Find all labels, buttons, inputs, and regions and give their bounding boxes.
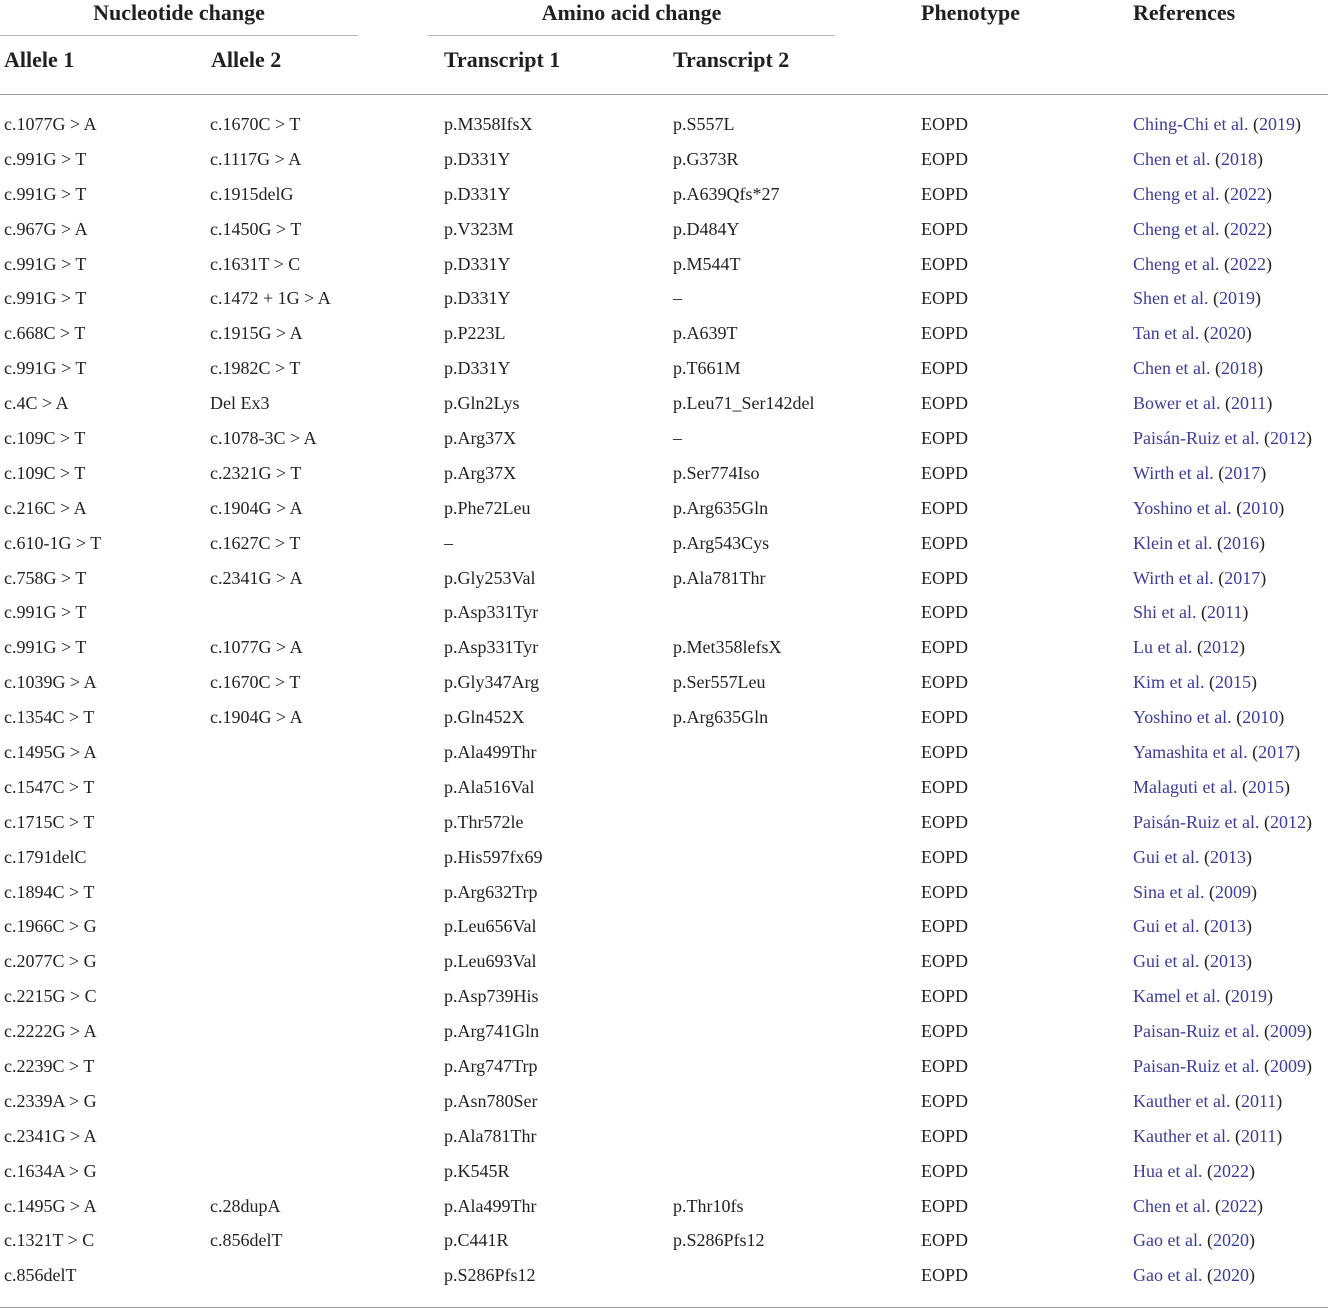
- reference-author-link[interactable]: Bower et al.: [1133, 393, 1221, 414]
- allele-2-cell: c.1078-3C > A: [210, 427, 317, 448]
- transcript-2-cell: p.Ser557Leu: [673, 672, 766, 693]
- reference-author-link[interactable]: Gao et al.: [1133, 1230, 1203, 1251]
- header-transcript-2: Transcript 2: [673, 47, 790, 72]
- phenotype-cell: EOPD: [921, 1125, 969, 1146]
- phenotype-cell: EOPD: [921, 776, 969, 797]
- reference-author-link[interactable]: Shi et al.: [1133, 602, 1197, 623]
- allele-2-cell: Del Ex3: [210, 393, 270, 414]
- phenotype-cell: EOPD: [921, 532, 969, 553]
- reference-cell: [1129, 950, 1330, 972]
- transcript-2-cell: –: [673, 288, 682, 309]
- phenotype-cell: EOPD: [921, 1090, 969, 1111]
- table-row: [0, 1014, 1330, 1049]
- table-row: [0, 804, 1330, 839]
- phenotype-cell: EOPD: [921, 1055, 969, 1076]
- transcript-1-cell: p.Gly347Arg: [444, 672, 540, 693]
- phenotype-cell: EOPD: [921, 148, 969, 169]
- allele-2-cell: c.1631T > C: [210, 253, 301, 274]
- table-row: [0, 141, 1330, 176]
- allele-1-cell: c.758G > T: [4, 567, 87, 588]
- table-row: [0, 176, 1330, 211]
- reference-author-link[interactable]: Cheng et al.: [1133, 218, 1220, 239]
- reference-year-link[interactable]: ( 2015 ): [1209, 672, 1257, 692]
- reference-author-link[interactable]: Ching-Chi et al.: [1133, 113, 1249, 134]
- transcript-1-cell: p.Asp331Tyr: [444, 602, 539, 623]
- reference-year-link[interactable]: ( 2022 ): [1224, 219, 1272, 239]
- transcript-1-cell: p.P223L: [444, 323, 506, 344]
- phenotype-cell: EOPD: [921, 1230, 969, 1251]
- table-row: [0, 316, 1330, 351]
- phenotype-cell: EOPD: [921, 113, 969, 134]
- allele-2-cell: c.856delT: [210, 1230, 283, 1251]
- reference-cell: [1129, 1090, 1330, 1112]
- phenotype-cell: EOPD: [921, 497, 969, 518]
- phenotype-cell: EOPD: [921, 881, 969, 902]
- table-row: [0, 735, 1330, 770]
- allele-2-cell: c.2321G > T: [210, 462, 302, 483]
- transcript-2-cell: p.D484Y: [673, 218, 740, 239]
- phenotype-cell: EOPD: [921, 323, 969, 344]
- allele-2-cell: c.1915delG: [210, 183, 294, 204]
- reference-author-link[interactable]: Wirth et al.: [1133, 462, 1214, 483]
- table-row: [0, 421, 1330, 456]
- reference-author-link[interactable]: Chen et al.: [1133, 1195, 1211, 1216]
- reference-cell: [1129, 462, 1330, 484]
- transcript-1-cell: p.Ala499Thr: [444, 1195, 537, 1216]
- allele-2-cell: c.1117G > A: [210, 148, 302, 169]
- reference-year-link[interactable]: ( 2017 ): [1218, 463, 1266, 483]
- reference-author-link[interactable]: Gui et al.: [1133, 916, 1200, 937]
- reference-cell: [1129, 1229, 1330, 1251]
- table-row: [0, 979, 1330, 1014]
- reference-year-link[interactable]: ( 2013 ): [1204, 951, 1252, 971]
- allele-1-cell: c.610-1G > T: [4, 532, 102, 553]
- transcript-2-cell: p.Ser774Iso: [673, 462, 760, 483]
- table-row: [0, 1083, 1330, 1118]
- transcript-1-cell: p.Arg747Trp: [444, 1055, 538, 1076]
- allele-1-cell: c.991G > T: [4, 253, 87, 274]
- transcript-1-cell: p.D331Y: [444, 148, 511, 169]
- transcript-2-cell: p.Thr10fs: [673, 1195, 744, 1216]
- table-row: [0, 909, 1330, 944]
- reference-year-link[interactable]: ( 2019 ): [1253, 114, 1301, 134]
- allele-1-cell: c.991G > T: [4, 358, 87, 379]
- table-row: [0, 386, 1330, 421]
- reference-year-link[interactable]: ( 2011 ): [1235, 1091, 1282, 1111]
- transcript-2-cell: p.S557L: [673, 113, 735, 134]
- allele-2-cell: c.1627C > T: [210, 532, 301, 553]
- allele-1-cell: c.1495G > A: [4, 1195, 97, 1216]
- reference-author-link[interactable]: Klein et al.: [1133, 532, 1213, 553]
- phenotype-cell: EOPD: [921, 462, 969, 483]
- table-row: [0, 944, 1330, 979]
- allele-1-cell: c.1715C > T: [4, 811, 95, 832]
- allele-2-cell: c.2341G > A: [210, 567, 303, 588]
- reference-year-link[interactable]: ( 2022 ): [1215, 1196, 1263, 1216]
- phenotype-cell: EOPD: [921, 602, 969, 623]
- reference-author-link[interactable]: Paisan-Ruiz et al.: [1133, 1055, 1260, 1076]
- allele-1-cell: c.1321T > C: [4, 1230, 95, 1251]
- reference-author-link[interactable]: Wirth et al.: [1133, 567, 1214, 588]
- transcript-1-cell: p.Asp331Tyr: [444, 637, 539, 658]
- transcript-1-cell: p.D331Y: [444, 358, 511, 379]
- reference-cell: [1129, 1160, 1330, 1182]
- allele-1-cell: c.1495G > A: [4, 741, 97, 762]
- allele-1-cell: c.2222G > A: [4, 1021, 97, 1042]
- transcript-1-cell: p.Arg741Gln: [444, 1021, 540, 1042]
- transcript-2-cell: p.Leu71_Ser142del: [673, 393, 815, 414]
- allele-2-cell: c.1670C > T: [210, 113, 301, 134]
- table-row: [0, 700, 1330, 735]
- phenotype-cell: EOPD: [921, 707, 969, 728]
- header-nucleotide-change: Nucleotide change: [93, 0, 265, 25]
- reference-author-link[interactable]: Cheng et al.: [1133, 253, 1220, 274]
- allele-1-cell: c.991G > T: [4, 288, 87, 309]
- transcript-2-cell: p.Arg543Cys: [673, 532, 770, 553]
- allele-1-cell: c.1791delC: [4, 846, 87, 867]
- transcript-2-cell: p.Met358lefsX: [673, 637, 782, 658]
- allele-2-cell: c.1077G > A: [210, 637, 303, 658]
- reference-cell: [1129, 811, 1330, 833]
- reference-year-link[interactable]: ( 2017 ): [1252, 742, 1300, 762]
- table-bottom-rule: [0, 1307, 1328, 1308]
- transcript-1-cell: p.Arg37X: [444, 427, 517, 448]
- transcript-1-cell: p.M358IfsX: [444, 113, 533, 134]
- reference-cell: [1129, 218, 1330, 240]
- allele-1-cell: c.967G > A: [4, 218, 88, 239]
- table-row: [0, 525, 1330, 560]
- transcript-1-cell: p.Arg37X: [444, 462, 517, 483]
- transcript-2-cell: p.A639T: [673, 323, 738, 344]
- reference-cell: [1129, 706, 1330, 728]
- allele-1-cell: c.4C > A: [4, 393, 69, 414]
- reference-cell: [1129, 357, 1330, 379]
- allele-1-cell: c.1634A > G: [4, 1160, 97, 1181]
- allele-1-cell: c.1039G > A: [4, 672, 97, 693]
- phenotype-cell: EOPD: [921, 358, 969, 379]
- phenotype-cell: EOPD: [921, 916, 969, 937]
- reference-year-link[interactable]: ( 2016 ): [1217, 533, 1265, 553]
- phenotype-cell: EOPD: [921, 1265, 969, 1286]
- allele-1-cell: c.1077G > A: [4, 113, 97, 134]
- transcript-1-cell: p.Leu656Val: [444, 916, 537, 937]
- header-references: References: [1133, 0, 1236, 25]
- phenotype-cell: EOPD: [921, 253, 969, 274]
- reference-author-link[interactable]: Gao et al.: [1133, 1265, 1203, 1286]
- transcript-1-cell: p.D331Y: [444, 288, 511, 309]
- transcript-1-cell: p.Arg632Trp: [444, 881, 538, 902]
- reference-author-link[interactable]: Yoshino et al.: [1133, 707, 1232, 728]
- reference-cell: [1129, 1195, 1330, 1217]
- phenotype-cell: EOPD: [921, 288, 969, 309]
- reference-cell: [1129, 1020, 1330, 1042]
- reference-year-link[interactable]: ( 2013 ): [1204, 847, 1252, 867]
- header-rule-nucleotide: [0, 35, 358, 36]
- table-row: [0, 874, 1330, 909]
- transcript-1-cell: p.Ala499Thr: [444, 741, 537, 762]
- reference-cell: [1129, 985, 1330, 1007]
- transcript-1-cell: p.S286Pfs12: [444, 1265, 536, 1286]
- header-allele-2: Allele 2: [211, 47, 282, 72]
- transcript-2-cell: p.Arg635Gln: [673, 497, 769, 518]
- transcript-1-cell: p.Asn780Ser: [444, 1090, 538, 1111]
- reference-cell: [1129, 322, 1330, 344]
- allele-1-cell: c.1354C > T: [4, 707, 95, 728]
- reference-cell: [1129, 915, 1330, 937]
- table-row: [0, 630, 1330, 665]
- reference-author-link[interactable]: Paisan-Ruiz et al.: [1133, 1021, 1260, 1042]
- table-row: [0, 769, 1330, 804]
- allele-1-cell: c.109C > T: [4, 427, 86, 448]
- reference-year-link[interactable]: ( 2012 ): [1264, 812, 1312, 832]
- transcript-1-cell: p.C441R: [444, 1230, 509, 1251]
- reference-year-link[interactable]: ( 2009 ): [1264, 1056, 1312, 1076]
- allele-1-cell: c.991G > T: [4, 183, 87, 204]
- transcript-1-cell: p.Ala781Thr: [444, 1125, 537, 1146]
- allele-1-cell: c.2341G > A: [4, 1125, 97, 1146]
- reference-cell: [1129, 846, 1330, 868]
- table-row: [0, 1188, 1330, 1223]
- transcript-1-cell: p.K545R: [444, 1160, 510, 1181]
- allele-1-cell: c.2077C > G: [4, 951, 97, 972]
- transcript-1-cell: p.Thr572le: [444, 811, 524, 832]
- table-row: [0, 351, 1330, 386]
- allele-2-cell: c.1450G > T: [210, 218, 302, 239]
- phenotype-cell: EOPD: [921, 637, 969, 658]
- table-row: [0, 1118, 1330, 1153]
- phenotype-cell: EOPD: [921, 986, 969, 1007]
- allele-1-cell: c.991G > T: [4, 637, 87, 658]
- reference-author-link[interactable]: Gui et al.: [1133, 951, 1200, 972]
- reference-cell: [1129, 881, 1330, 903]
- allele-2-cell: c.1472 + 1G > A: [210, 288, 331, 309]
- reference-cell: [1129, 601, 1330, 623]
- table-row: [0, 1223, 1330, 1258]
- header-transcript-1: Transcript 1: [444, 47, 561, 72]
- transcript-2-cell: p.T661M: [673, 358, 741, 379]
- reference-year-link[interactable]: ( 2018 ): [1215, 149, 1263, 169]
- reference-year-link[interactable]: ( 2019 ): [1225, 986, 1273, 1006]
- reference-year-link[interactable]: ( 2009 ): [1209, 882, 1257, 902]
- reference-author-link[interactable]: Yamashita et al.: [1133, 741, 1248, 762]
- table-body: [0, 107, 1330, 1293]
- reference-cell: [1129, 253, 1330, 275]
- reference-year-link[interactable]: ( 2020 ): [1207, 1265, 1255, 1285]
- phenotype-cell: EOPD: [921, 183, 969, 204]
- reference-year-link[interactable]: ( 2018 ): [1215, 358, 1263, 378]
- reference-author-link[interactable]: Kamel et al.: [1133, 986, 1221, 1007]
- reference-year-link[interactable]: ( 2020 ): [1204, 323, 1252, 343]
- header-amino-acid-change: Amino acid change: [541, 0, 722, 25]
- reference-year-link[interactable]: ( 2022 ): [1224, 184, 1272, 204]
- phenotype-cell: EOPD: [921, 1160, 969, 1181]
- table-row: [0, 1153, 1330, 1188]
- transcript-1-cell: p.V323M: [444, 218, 514, 239]
- allele-1-cell: c.2239C > T: [4, 1055, 95, 1076]
- allele-2-cell: c.1982C > T: [210, 358, 301, 379]
- table-row: [0, 281, 1330, 316]
- transcript-1-cell: p.Gln2Lys: [444, 393, 520, 414]
- reference-author-link[interactable]: Lu et al.: [1133, 637, 1193, 658]
- reference-cell: [1129, 671, 1330, 693]
- allele-2-cell: c.1904G > A: [210, 707, 303, 728]
- reference-cell: [1129, 497, 1330, 519]
- table-row: [0, 455, 1330, 490]
- phenotype-cell: EOPD: [921, 427, 969, 448]
- table-row: [0, 1049, 1330, 1084]
- table-row: [0, 839, 1330, 874]
- table-row: [0, 560, 1330, 595]
- transcript-1-cell: p.Leu693Val: [444, 951, 537, 972]
- phenotype-cell: EOPD: [921, 1195, 969, 1216]
- table-row: [0, 490, 1330, 525]
- reference-author-link[interactable]: Shen et al.: [1133, 288, 1209, 309]
- reference-cell: [1129, 427, 1330, 449]
- reference-cell: [1129, 567, 1330, 589]
- reference-year-link[interactable]: ( 2022 ): [1224, 254, 1272, 274]
- reference-author-link[interactable]: Kim et al.: [1133, 672, 1205, 693]
- reference-year-link[interactable]: ( 2012 ): [1197, 637, 1245, 657]
- reference-year-link[interactable]: ( 2010 ): [1236, 498, 1284, 518]
- phenotype-cell: EOPD: [921, 846, 969, 867]
- phenotype-cell: EOPD: [921, 811, 969, 832]
- reference-author-link[interactable]: Paisán-Ruiz et al.: [1133, 427, 1260, 448]
- reference-year-link[interactable]: ( 2011 ): [1235, 1126, 1282, 1146]
- reference-year-link[interactable]: ( 2009 ): [1264, 1021, 1312, 1041]
- transcript-1-cell: p.Asp739His: [444, 986, 539, 1007]
- allele-1-cell: c.1894C > T: [4, 881, 95, 902]
- reference-year-link[interactable]: ( 2022 ): [1207, 1161, 1255, 1181]
- reference-author-link[interactable]: Yoshino et al.: [1133, 497, 1232, 518]
- transcript-2-cell: p.Arg635Gln: [673, 707, 769, 728]
- reference-year-link[interactable]: ( 2012 ): [1264, 428, 1312, 448]
- allele-2-cell: c.1915G > A: [210, 323, 303, 344]
- table-header-rule: [0, 94, 1328, 95]
- transcript-1-cell: p.Phe72Leu: [444, 497, 531, 518]
- transcript-2-cell: p.Ala781Thr: [673, 567, 766, 588]
- allele-1-cell: c.1547C > T: [4, 776, 95, 797]
- reference-author-link[interactable]: Cheng et al.: [1133, 183, 1220, 204]
- reference-cell: [1129, 148, 1330, 170]
- allele-1-cell: c.1966C > G: [4, 916, 97, 937]
- reference-cell: [1129, 1125, 1330, 1147]
- reference-cell: [1129, 1055, 1330, 1077]
- reference-year-link[interactable]: ( 2011 ): [1225, 393, 1272, 413]
- transcript-2-cell: p.G373R: [673, 148, 739, 169]
- table-row: [0, 595, 1330, 630]
- allele-2-cell: c.1670C > T: [210, 672, 301, 693]
- reference-cell: [1129, 636, 1330, 658]
- reference-author-link[interactable]: Malaguti et al.: [1133, 776, 1238, 797]
- allele-1-cell: c.2339A > G: [4, 1090, 97, 1111]
- transcript-1-cell: p.D331Y: [444, 253, 511, 274]
- reference-cell: [1129, 741, 1330, 763]
- reference-year-link[interactable]: ( 2011 ): [1201, 602, 1248, 622]
- reference-year-link[interactable]: ( 2013 ): [1204, 916, 1252, 936]
- allele-1-cell: c.216C > A: [4, 497, 87, 518]
- transcript-2-cell: –: [673, 427, 682, 448]
- reference-year-link[interactable]: ( 2017 ): [1218, 568, 1266, 588]
- reference-author-link[interactable]: Kauther et al.: [1133, 1125, 1231, 1146]
- header-allele-1: Allele 1: [4, 47, 75, 72]
- phenotype-cell: EOPD: [921, 567, 969, 588]
- transcript-2-cell: p.A639Qfs*27: [673, 183, 780, 204]
- phenotype-cell: EOPD: [921, 741, 969, 762]
- reference-author-link[interactable]: Chen et al.: [1133, 148, 1211, 169]
- phenotype-cell: EOPD: [921, 951, 969, 972]
- reference-author-link[interactable]: Hua et al.: [1133, 1160, 1203, 1181]
- allele-1-cell: c.668C > T: [4, 323, 86, 344]
- reference-cell: [1129, 392, 1330, 414]
- reference-author-link[interactable]: Kauther et al.: [1133, 1090, 1231, 1111]
- reference-author-link[interactable]: Paisán-Ruiz et al.: [1133, 811, 1260, 832]
- transcript-1-cell: –: [444, 532, 453, 553]
- reference-year-link[interactable]: ( 2010 ): [1236, 707, 1284, 727]
- allele-1-cell: c.991G > T: [4, 148, 87, 169]
- reference-cell: [1129, 183, 1330, 205]
- table-row: [0, 665, 1330, 700]
- reference-author-link[interactable]: Chen et al.: [1133, 358, 1211, 379]
- reference-author-link[interactable]: Gui et al.: [1133, 846, 1200, 867]
- reference-cell: [1129, 532, 1330, 554]
- allele-2-cell: c.1904G > A: [210, 497, 303, 518]
- header-phenotype: Phenotype: [921, 0, 1020, 25]
- table-row: [0, 211, 1330, 246]
- reference-cell: [1129, 1264, 1330, 1286]
- transcript-2-cell: p.S286Pfs12: [673, 1230, 765, 1251]
- reference-author-link[interactable]: Tan et al.: [1133, 323, 1200, 344]
- allele-1-cell: c.991G > T: [4, 602, 87, 623]
- table-row: [0, 246, 1330, 281]
- header-rule-amino-acid: [428, 35, 835, 36]
- allele-1-cell: c.2215G > C: [4, 986, 97, 1007]
- phenotype-cell: EOPD: [921, 393, 969, 414]
- table-row: [0, 107, 1330, 142]
- allele-2-cell: c.28dupA: [210, 1195, 281, 1216]
- phenotype-cell: EOPD: [921, 1021, 969, 1042]
- transcript-2-cell: p.M544T: [673, 253, 741, 274]
- reference-year-link[interactable]: ( 2020 ): [1207, 1230, 1255, 1250]
- transcript-1-cell: p.Ala516Val: [444, 776, 535, 797]
- transcript-1-cell: p.Gly253Val: [444, 567, 536, 588]
- reference-author-link[interactable]: Sina et al.: [1133, 881, 1205, 902]
- table-row: [0, 1258, 1330, 1293]
- transcript-1-cell: p.D331Y: [444, 183, 511, 204]
- phenotype-cell: EOPD: [921, 218, 969, 239]
- reference-year-link[interactable]: ( 2015 ): [1242, 777, 1290, 797]
- reference-year-link[interactable]: ( 2019 ): [1213, 288, 1261, 308]
- reference-cell: [1129, 113, 1330, 135]
- allele-1-cell: c.856delT: [4, 1265, 77, 1286]
- phenotype-cell: EOPD: [921, 672, 969, 693]
- transcript-1-cell: p.His597fx69: [444, 846, 543, 867]
- reference-cell: [1129, 776, 1330, 798]
- reference-cell: [1129, 287, 1330, 309]
- transcript-1-cell: p.Gln452X: [444, 707, 525, 728]
- allele-1-cell: c.109C > T: [4, 462, 86, 483]
